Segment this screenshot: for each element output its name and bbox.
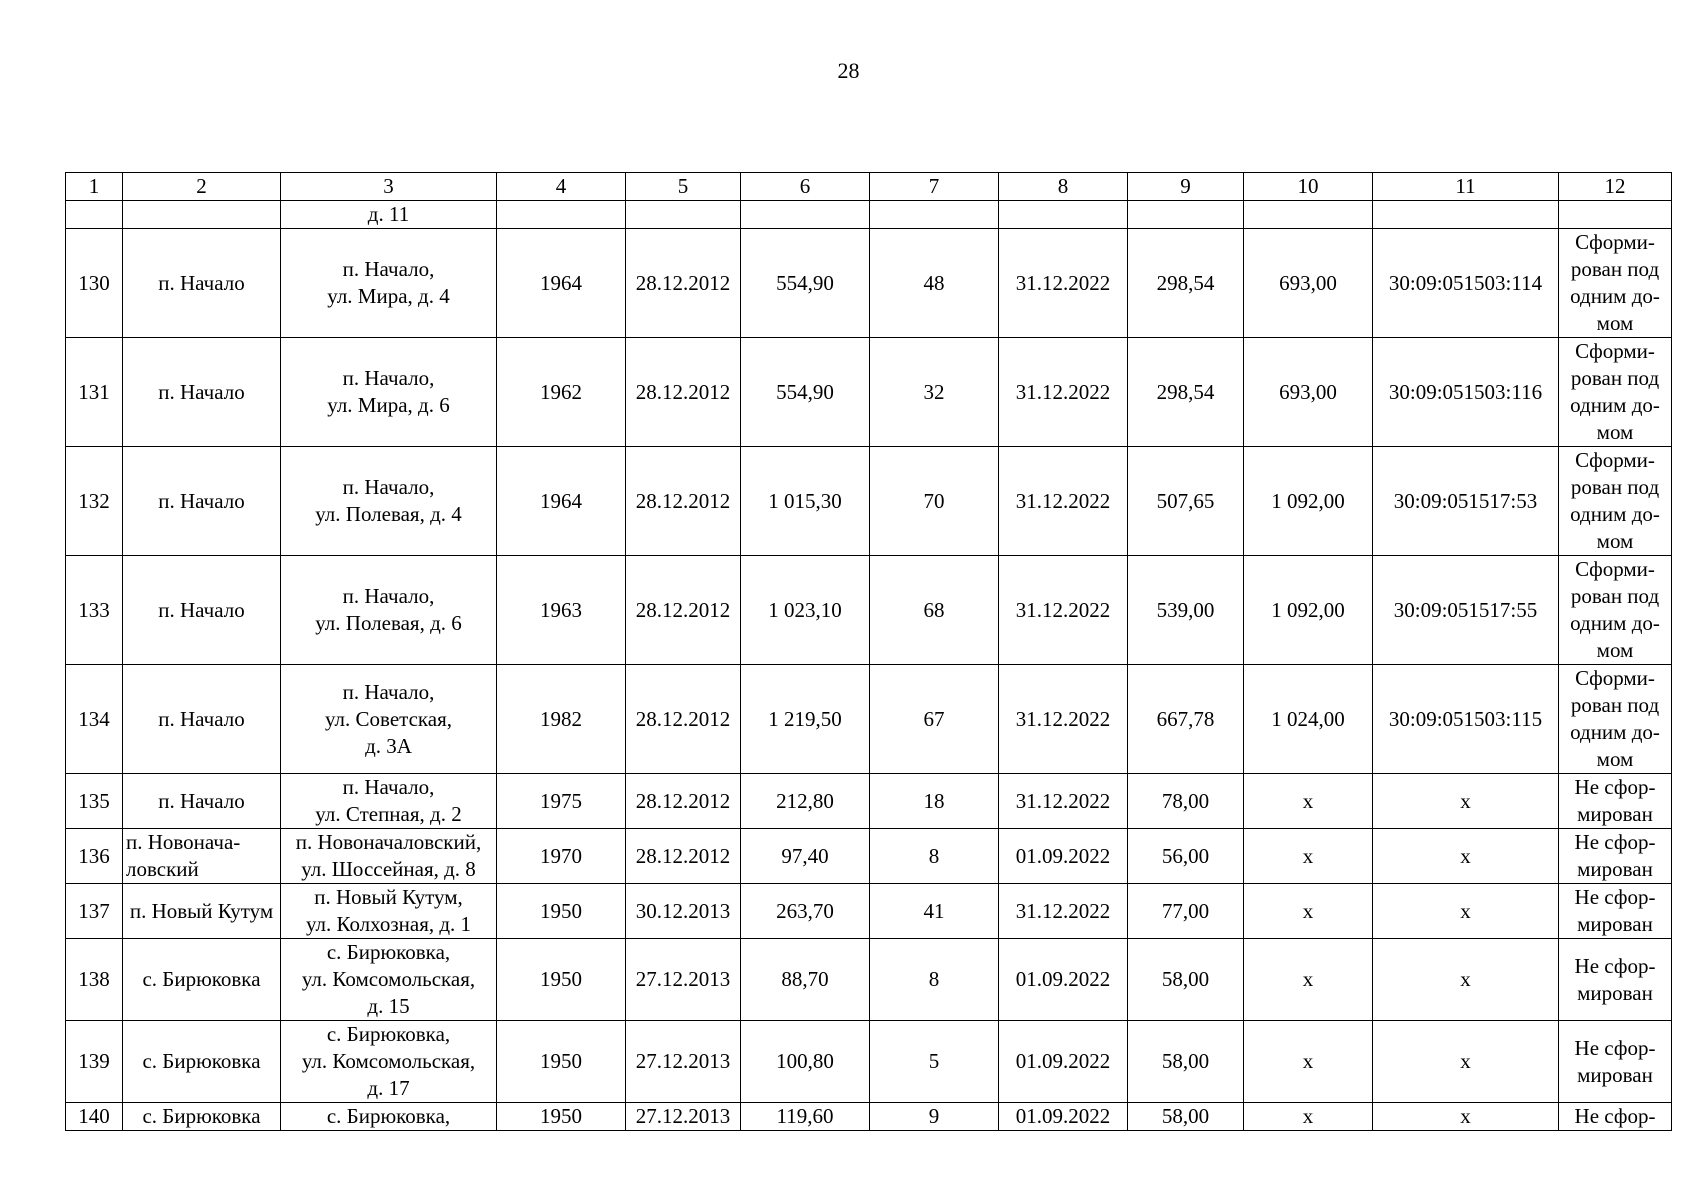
cell-land-status: Не сфор- мирован [1559, 939, 1672, 1021]
cell-date-recognized: 28.12.2012 [626, 447, 741, 556]
cell-area-resettled: 667,78 [1128, 665, 1244, 774]
cell-land-area: х [1244, 774, 1373, 829]
cell-land-status: Не сфор- мирован [1559, 1021, 1672, 1103]
cell-date-recognized: 27.12.2013 [626, 1103, 741, 1131]
cell-year: 1963 [497, 556, 626, 665]
cell-land-area: 1 092,00 [1244, 447, 1373, 556]
cell-address: п. Начало, ул. Степная, д. 2 [281, 774, 497, 829]
cell-date-recognized: 28.12.2012 [626, 829, 741, 884]
cell-address: с. Бирюковка, [281, 1103, 497, 1131]
cell-num [66, 201, 123, 229]
cell-residents: 18 [870, 774, 999, 829]
cell-land-status: Сформи- рован под одним до- мом [1559, 665, 1672, 774]
cell-row-number: 136 [66, 829, 123, 884]
cell-settlement: п. Начало [123, 556, 281, 665]
cell-land-status: Сформи- рован под одним до- мом [1559, 338, 1672, 447]
cell-settlement: п. Начало [123, 774, 281, 829]
column-number-5: 5 [626, 173, 741, 201]
cell-date-recognized: 28.12.2012 [626, 556, 741, 665]
table-row [66, 338, 1672, 447]
cell-date-recognized: 30.12.2013 [626, 884, 741, 939]
cell-date-recognized: 27.12.2013 [626, 1021, 741, 1103]
cell-residents: 70 [870, 447, 999, 556]
cell-year: 1950 [497, 1021, 626, 1103]
column-number-8: 8 [999, 173, 1128, 201]
cell-land-status: Сформи- рован под одним до- мом [1559, 556, 1672, 665]
cell-land-area: х [1244, 1103, 1373, 1131]
cell-land-status: Не сфор- мирован [1559, 829, 1672, 884]
cell-cadastral-number: х [1373, 829, 1559, 884]
column-number-9: 9 [1128, 173, 1244, 201]
column-number-11: 11 [1373, 173, 1559, 201]
cell-residents: 67 [870, 665, 999, 774]
cell-date-recognized: 27.12.2013 [626, 939, 741, 1021]
column-number-3: 3 [281, 173, 497, 201]
cell-year: 1975 [497, 774, 626, 829]
cell-resettlement-date: 31.12.2022 [999, 884, 1128, 939]
cell-date-recognized: 28.12.2012 [626, 774, 741, 829]
cell-empty [741, 201, 870, 229]
cell-empty [497, 201, 626, 229]
cell-cadastral-number: х [1373, 939, 1559, 1021]
cell-empty [1244, 201, 1373, 229]
column-number-7: 7 [870, 173, 999, 201]
cell-area: 1 219,50 [741, 665, 870, 774]
cell-empty [1559, 201, 1672, 229]
cell-area: 97,40 [741, 829, 870, 884]
cell-settlement: с. Бирюковка [123, 939, 281, 1021]
column-number-2: 2 [123, 173, 281, 201]
cell-area: 119,60 [741, 1103, 870, 1131]
cell-settlement: п. Начало [123, 665, 281, 774]
cell-land-area: 693,00 [1244, 229, 1373, 338]
cell-year: 1950 [497, 1103, 626, 1131]
cell-cadastral-number: 30:09:051503:114 [1373, 229, 1559, 338]
cell-land-status: Не сфор- мирован [1559, 884, 1672, 939]
cell-row-number: 134 [66, 665, 123, 774]
cell-row-number: 130 [66, 229, 123, 338]
cell-land-status: Сформи- рован под одним до- мом [1559, 447, 1672, 556]
cell-empty [999, 201, 1128, 229]
column-number-1: 1 [66, 173, 123, 201]
cell-area: 88,70 [741, 939, 870, 1021]
cell-area-resettled: 539,00 [1128, 556, 1244, 665]
cell-residents: 48 [870, 229, 999, 338]
cell-residents: 68 [870, 556, 999, 665]
cell-address: п. Начало, ул. Полевая, д. 4 [281, 447, 497, 556]
cell-cadastral-number: 30:09:051503:116 [1373, 338, 1559, 447]
column-number-4: 4 [497, 173, 626, 201]
cell-address: п. Начало, ул. Мира, д. 6 [281, 338, 497, 447]
cell-date-recognized: 28.12.2012 [626, 338, 741, 447]
cell-area: 1 023,10 [741, 556, 870, 665]
cell-residents: 41 [870, 884, 999, 939]
cell-area: 554,90 [741, 229, 870, 338]
cell-cadastral-number: 30:09:051517:53 [1373, 447, 1559, 556]
cell-land-status: Сформи- рован под одним до- мом [1559, 229, 1672, 338]
cell-land-status: Не сфор- мирован [1559, 774, 1672, 829]
cell-empty [1128, 201, 1244, 229]
cell-resettlement-date: 31.12.2022 [999, 774, 1128, 829]
cell-empty [626, 201, 741, 229]
cell-land-area: х [1244, 829, 1373, 884]
cell-cadastral-number: х [1373, 774, 1559, 829]
cell-area-resettled: 58,00 [1128, 1103, 1244, 1131]
cell-settlement: п. Начало [123, 229, 281, 338]
cell-area-resettled: 58,00 [1128, 1021, 1244, 1103]
table-row [66, 939, 1672, 1021]
cell-year: 1982 [497, 665, 626, 774]
cell-address: п. Начало, ул. Советская, д. 3А [281, 665, 497, 774]
cell-year: 1970 [497, 829, 626, 884]
cell-area: 100,80 [741, 1021, 870, 1103]
cell-resettlement-date: 01.09.2022 [999, 1021, 1128, 1103]
cell-empty [1373, 201, 1559, 229]
cell-empty [870, 201, 999, 229]
cell-area-resettled: 58,00 [1128, 939, 1244, 1021]
cell-settlement: п. Новонача- ловский [123, 829, 281, 884]
column-number-10: 10 [1244, 173, 1373, 201]
column-number-row [66, 173, 1672, 201]
cell-resettlement-date: 31.12.2022 [999, 338, 1128, 447]
cell-residents: 9 [870, 1103, 999, 1131]
cell-land-area: х [1244, 1021, 1373, 1103]
cell-residents: 32 [870, 338, 999, 447]
cell-row-number: 139 [66, 1021, 123, 1103]
cell-resettlement-date: 01.09.2022 [999, 939, 1128, 1021]
cell-resettlement-date: 01.09.2022 [999, 1103, 1128, 1131]
cell-area-resettled: 298,54 [1128, 338, 1244, 447]
continuation-row [66, 201, 1672, 229]
cell-address: п. Начало, ул. Мира, д. 4 [281, 229, 497, 338]
cell-year: 1950 [497, 884, 626, 939]
cell-resettlement-date: 31.12.2022 [999, 447, 1128, 556]
cell-cadastral-number: х [1373, 884, 1559, 939]
cell-area-resettled: 78,00 [1128, 774, 1244, 829]
cell-settlement: с. Бирюковка [123, 1103, 281, 1131]
cell-cadastral-number: 30:09:051517:55 [1373, 556, 1559, 665]
table-row [66, 229, 1672, 338]
table-row [66, 829, 1672, 884]
cell-address: п. Новоначаловский, ул. Шоссейная, д. 8 [281, 829, 497, 884]
cell-residents: 5 [870, 1021, 999, 1103]
cell-resettlement-date: 31.12.2022 [999, 229, 1128, 338]
cell-address: д. 11 [281, 201, 497, 229]
table-row [66, 556, 1672, 665]
table-row [66, 884, 1672, 939]
cell-cadastral-number: 30:09:051503:115 [1373, 665, 1559, 774]
cell-area: 554,90 [741, 338, 870, 447]
cell-row-number: 138 [66, 939, 123, 1021]
cell-land-area: 1 024,00 [1244, 665, 1373, 774]
cell-land-area: х [1244, 884, 1373, 939]
cell-row-number: 132 [66, 447, 123, 556]
cell-year: 1950 [497, 939, 626, 1021]
cell-address: п. Новый Кутум, ул. Колхозная, д. 1 [281, 884, 497, 939]
cell-resettlement-date: 31.12.2022 [999, 556, 1128, 665]
cell-area: 212,80 [741, 774, 870, 829]
cell-cadastral-number: х [1373, 1103, 1559, 1131]
column-number-12: 12 [1559, 173, 1672, 201]
table-row [66, 1103, 1672, 1131]
cell-area: 263,70 [741, 884, 870, 939]
cell-row-number: 133 [66, 556, 123, 665]
table-row [66, 447, 1672, 556]
table-row [66, 774, 1672, 829]
cell-row-number: 137 [66, 884, 123, 939]
cell-land-status: Не сфор- [1559, 1103, 1672, 1131]
cell-address: с. Бирюковка, ул. Комсомольская, д. 15 [281, 939, 497, 1021]
cell-settlement: с. Бирюковка [123, 1021, 281, 1103]
cell-land-area: 693,00 [1244, 338, 1373, 447]
cell-area-resettled: 507,65 [1128, 447, 1244, 556]
cell-cadastral-number: х [1373, 1021, 1559, 1103]
cell-settlement: п. Начало [123, 338, 281, 447]
cell-row-number: 135 [66, 774, 123, 829]
table-row [66, 1021, 1672, 1103]
cell-year: 1962 [497, 338, 626, 447]
cell-area: 1 015,30 [741, 447, 870, 556]
cell-row-number: 140 [66, 1103, 123, 1131]
page-number: 28 [837, 58, 860, 83]
cell-resettlement-date: 01.09.2022 [999, 829, 1128, 884]
cell-settlement: п. Новый Кутум [123, 884, 281, 939]
cell-area-resettled: 56,00 [1128, 829, 1244, 884]
cell-area-resettled: 298,54 [1128, 229, 1244, 338]
cell-residents: 8 [870, 939, 999, 1021]
table-row [66, 665, 1672, 774]
cell-settlement [123, 201, 281, 229]
column-number-6: 6 [741, 173, 870, 201]
cell-date-recognized: 28.12.2012 [626, 665, 741, 774]
cell-row-number: 131 [66, 338, 123, 447]
housing-registry-table [65, 172, 1672, 1131]
cell-land-area: 1 092,00 [1244, 556, 1373, 665]
cell-year: 1964 [497, 229, 626, 338]
cell-resettlement-date: 31.12.2022 [999, 665, 1128, 774]
cell-date-recognized: 28.12.2012 [626, 229, 741, 338]
cell-address: с. Бирюковка, ул. Комсомольская, д. 17 [281, 1021, 497, 1103]
cell-area-resettled: 77,00 [1128, 884, 1244, 939]
cell-residents: 8 [870, 829, 999, 884]
cell-settlement: п. Начало [123, 447, 281, 556]
cell-land-area: х [1244, 939, 1373, 1021]
cell-year: 1964 [497, 447, 626, 556]
cell-address: п. Начало, ул. Полевая, д. 6 [281, 556, 497, 665]
